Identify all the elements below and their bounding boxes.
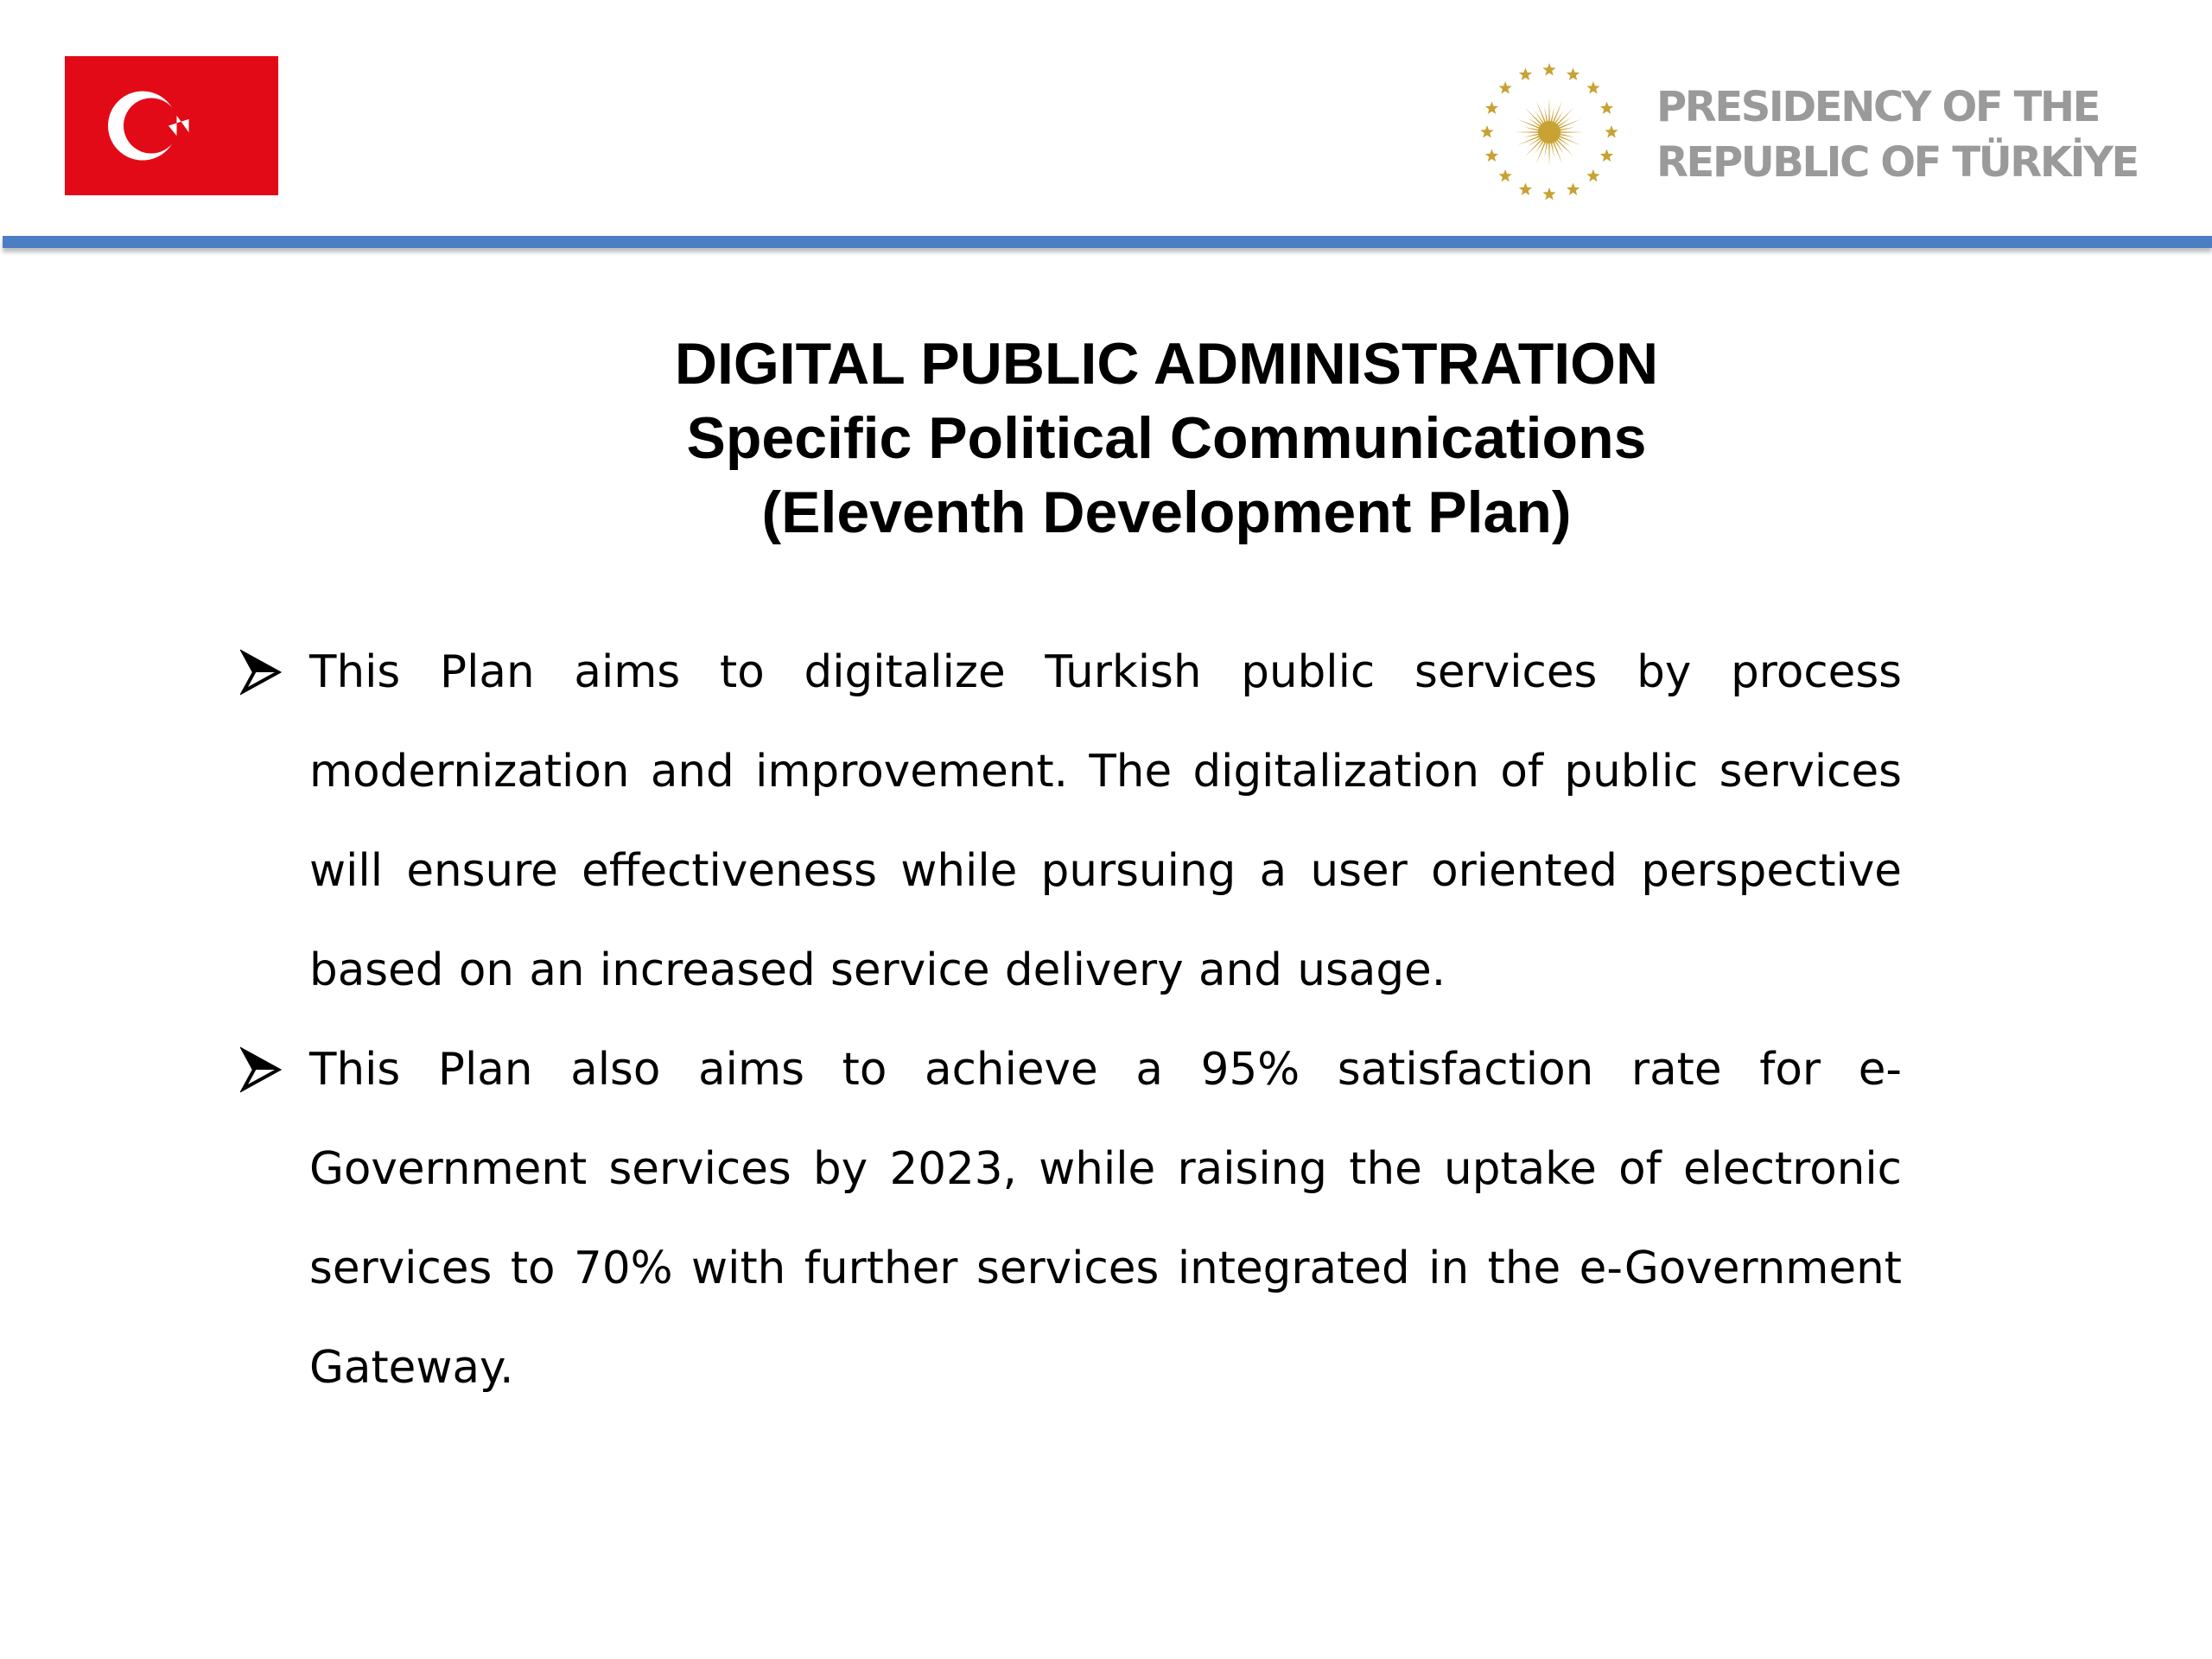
title-line-3: (Eleventh Development Plan) — [761, 480, 1572, 545]
seal-star — [1586, 169, 1599, 181]
presidency-logo-text — [1656, 79, 2175, 190]
bullet-list — [240, 623, 1902, 1418]
seal-star — [1485, 101, 1498, 113]
seal-star — [1586, 81, 1599, 93]
seal-star — [1519, 67, 1532, 79]
arrow-bullet-icon — [240, 1046, 282, 1093]
header-divider — [3, 236, 2212, 248]
seal-star — [1480, 125, 1493, 137]
bullet-text: This Plan also aims to achieve a 95% satisfaction rate for e-Government services by 2023, while raising the uptake of electronic services to 70% with further services integrated in the e-Government Gateway. — [309, 1044, 1902, 1394]
seal-star — [1567, 67, 1580, 79]
seal-star — [1600, 101, 1613, 113]
slide-header — [0, 0, 2212, 259]
title-line-2: Specific Political Communications — [686, 405, 1647, 471]
seal-star — [1542, 63, 1555, 75]
bullet-item — [240, 1020, 1902, 1418]
seal-star — [1498, 81, 1511, 93]
title-line-1: DIGITAL PUBLIC ADMINISTRATION — [674, 331, 1659, 397]
bullet-text: This Plan aims to digitalize Turkish public services by process modernization and improvement. The digitalization of public services will ensure effectiveness while pursuing a user oriented perspective based on an increased service delivery and usage. — [309, 646, 1902, 996]
bullet-item — [240, 623, 1902, 1020]
arrow-bullet-icon — [240, 649, 282, 696]
seal-star — [1605, 125, 1618, 137]
seal-star — [1498, 169, 1511, 181]
turkish-flag-icon — [65, 56, 278, 195]
seal-star — [1519, 183, 1532, 195]
slide-title — [484, 327, 1849, 550]
presidency-line-1: PRESIDENCY OF THE — [1656, 83, 2100, 131]
seal-star — [1542, 188, 1555, 200]
presidential-seal-icon — [1474, 57, 1624, 207]
seal-star — [1567, 183, 1580, 195]
seal-star — [1600, 149, 1613, 162]
seal-star — [1485, 149, 1498, 162]
sun-core — [1538, 121, 1560, 143]
presidency-line-2: REPUBLIC OF TÜRKİYE — [1656, 138, 2138, 187]
